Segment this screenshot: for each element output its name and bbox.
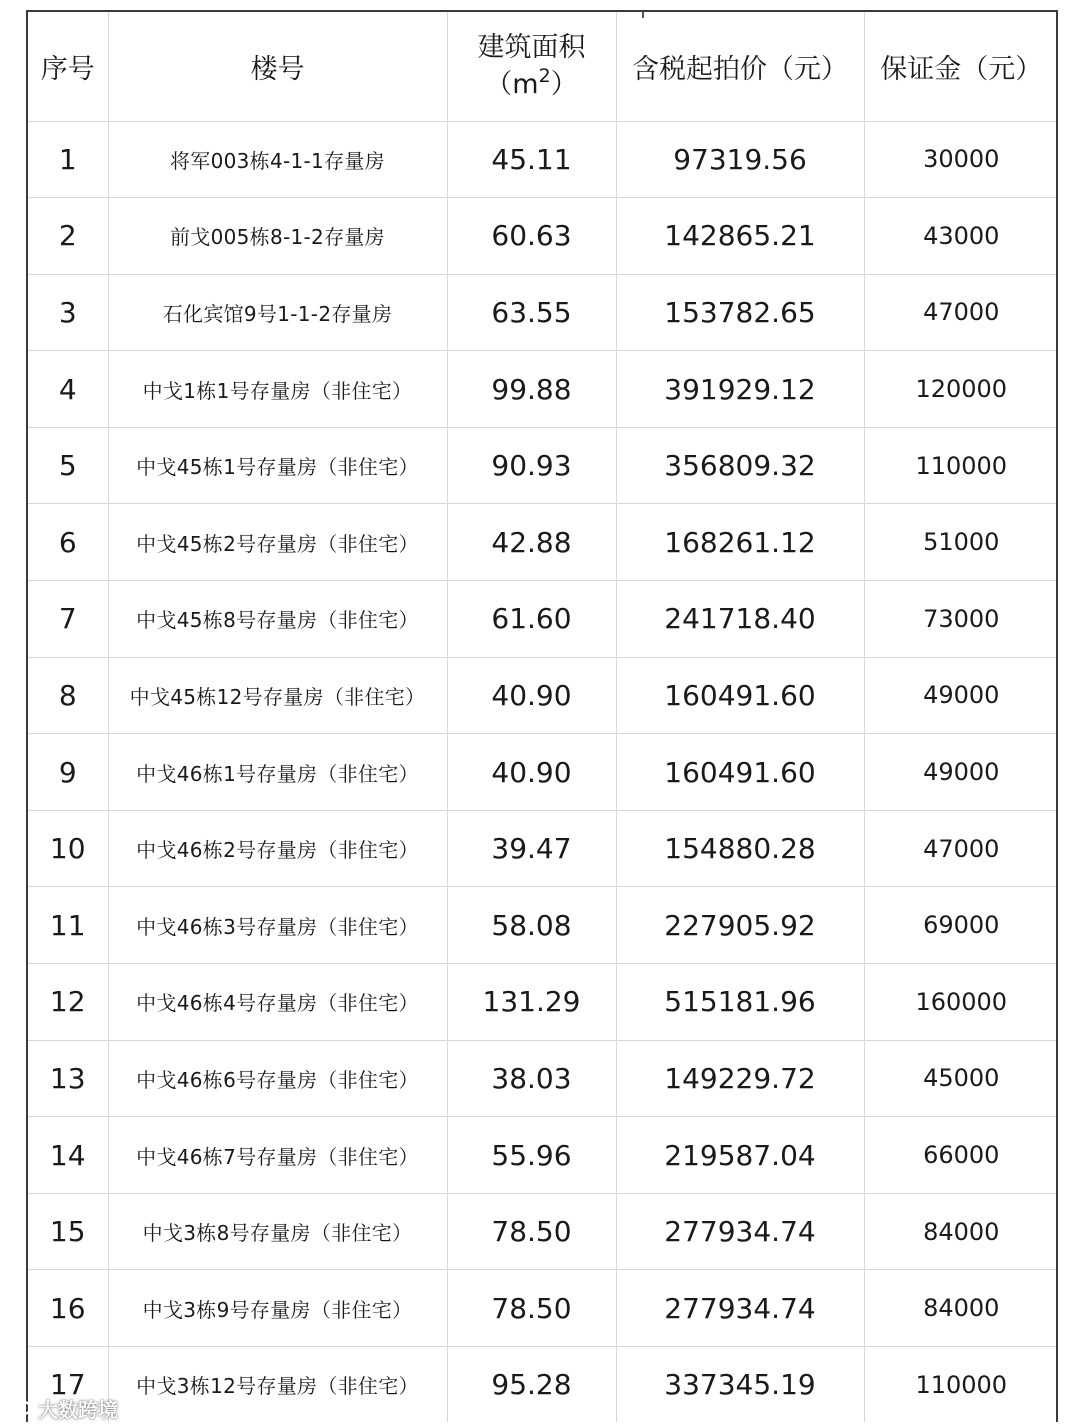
row-no: 9 [28,734,108,811]
row-building: 中戈45栋2号存量房（非住宅） [108,504,447,581]
row-deposit: 110000 [864,1347,1058,1423]
row-deposit: 45000 [864,1040,1058,1117]
row-deposit: 43000 [864,198,1058,275]
row-deposit: 30000 [864,121,1058,198]
row-no: 3 [28,274,108,351]
row-building: 中戈46栋3号存量房（非住宅） [108,887,447,964]
table-body [28,121,1058,1422]
table-row [28,1117,1058,1194]
row-building: 将军003栋4-1-1存量房 [108,121,447,198]
row-no: 10 [28,810,108,887]
row-no: 2 [28,198,108,275]
row-price: 277934.74 [616,1193,864,1270]
row-price: 153782.65 [616,274,864,351]
row-deposit: 69000 [864,887,1058,964]
table-row [28,657,1058,734]
table-row [28,121,1058,198]
row-area: 38.03 [447,1040,616,1117]
row-price: 227905.92 [616,887,864,964]
row-price: 154880.28 [616,810,864,887]
row-deposit: 47000 [864,810,1058,887]
row-no: 6 [28,504,108,581]
table-row [28,887,1058,964]
row-deposit: 51000 [864,504,1058,581]
table-header-row [28,12,1058,121]
row-area: 55.96 [447,1117,616,1194]
row-no: 15 [28,1193,108,1270]
row-deposit: 66000 [864,1117,1058,1194]
header-deposit: 保证金（元） [864,12,1058,121]
row-building: 中戈3栋9号存量房（非住宅） [108,1270,447,1347]
row-deposit: 47000 [864,274,1058,351]
row-deposit: 84000 [864,1270,1058,1347]
table-row [28,1193,1058,1270]
table-row [28,810,1058,887]
row-building: 中戈46栋6号存量房（非住宅） [108,1040,447,1117]
row-deposit: 73000 [864,581,1058,658]
row-price: 277934.74 [616,1270,864,1347]
row-area: 40.90 [447,734,616,811]
unit-close: ） [550,68,578,100]
row-area: 45.11 [447,121,616,198]
row-no: 12 [28,964,108,1041]
watermark [4,1394,118,1422]
header-area-unit [448,65,616,102]
row-building: 中戈46栋4号存量房（非住宅） [108,964,447,1041]
row-building: 中戈3栋8号存量房（非住宅） [108,1193,447,1270]
row-area: 95.28 [447,1347,616,1423]
row-price: 168261.12 [616,504,864,581]
table-row [28,427,1058,504]
row-no: 7 [28,581,108,658]
watermark-text: 大数跨境 [38,1397,118,1422]
row-no: 5 [28,427,108,504]
auction-table [28,12,1058,1422]
row-no: 17 [28,1347,108,1423]
row-building: 中戈1栋1号存量房（非住宅） [108,351,447,428]
row-building: 中戈3栋12号存量房（非住宅） [108,1347,447,1423]
row-building: 中戈46栋1号存量房（非住宅） [108,734,447,811]
row-area: 39.47 [447,810,616,887]
table-row [28,198,1058,275]
row-area: 42.88 [447,504,616,581]
table-row [28,964,1058,1041]
header-price: 含税起拍价（元） [616,12,864,121]
row-price: 241718.40 [616,581,864,658]
top-edge-mark [642,12,644,18]
row-building: 中戈45栋8号存量房（非住宅） [108,581,447,658]
row-price: 160491.60 [616,734,864,811]
table-row [28,581,1058,658]
header-no: 序号 [28,12,108,121]
row-area: 78.50 [447,1193,616,1270]
row-deposit: 49000 [864,657,1058,734]
table-row [28,1040,1058,1117]
row-area: 78.50 [447,1270,616,1347]
row-price: 391929.12 [616,351,864,428]
header-area [447,12,616,121]
row-deposit: 110000 [864,427,1058,504]
table-row [28,734,1058,811]
row-price: 142865.21 [616,198,864,275]
header-area-title: 建筑面积 [477,32,586,63]
row-building: 中戈45栋12号存量房（非住宅） [108,657,447,734]
row-no: 1 [28,121,108,198]
row-building: 石化宾馆9号1-1-2存量房 [108,274,447,351]
row-no: 13 [28,1040,108,1117]
row-no: 16 [28,1270,108,1347]
row-deposit: 84000 [864,1193,1058,1270]
row-price: 337345.19 [616,1347,864,1423]
row-no: 4 [28,351,108,428]
row-deposit: 160000 [864,964,1058,1041]
row-deposit: 120000 [864,351,1058,428]
row-building: 中戈46栋2号存量房（非住宅） [108,810,447,887]
row-area: 131.29 [447,964,616,1041]
table-row [28,274,1058,351]
row-price: 160491.60 [616,657,864,734]
row-area: 61.60 [447,581,616,658]
row-price: 356809.32 [616,427,864,504]
row-deposit: 49000 [864,734,1058,811]
header-building: 楼号 [108,12,447,121]
row-area: 60.63 [447,198,616,275]
row-price: 149229.72 [616,1040,864,1117]
row-area: 58.08 [447,887,616,964]
row-price: 515181.96 [616,964,864,1041]
row-no: 8 [28,657,108,734]
row-area: 40.90 [447,657,616,734]
row-building: 中戈46栋7号存量房（非住宅） [108,1117,447,1194]
row-area: 90.93 [447,427,616,504]
unit-sup: 2 [538,64,551,87]
table-row [28,351,1058,428]
row-no: 11 [28,887,108,964]
row-area: 63.55 [447,274,616,351]
row-price: 219587.04 [616,1117,864,1194]
row-area: 99.88 [447,351,616,428]
row-price: 97319.56 [616,121,864,198]
table-row [28,504,1058,581]
table-row [28,1270,1058,1347]
row-building: 前戈005栋8-1-2存量房 [108,198,447,275]
table-row [28,1347,1058,1423]
auction-table-sheet [26,10,1058,1422]
brand-logo-icon [4,1397,34,1419]
row-building: 中戈45栋1号存量房（非住宅） [108,427,447,504]
row-no: 14 [28,1117,108,1194]
unit-open: （m [485,68,539,100]
